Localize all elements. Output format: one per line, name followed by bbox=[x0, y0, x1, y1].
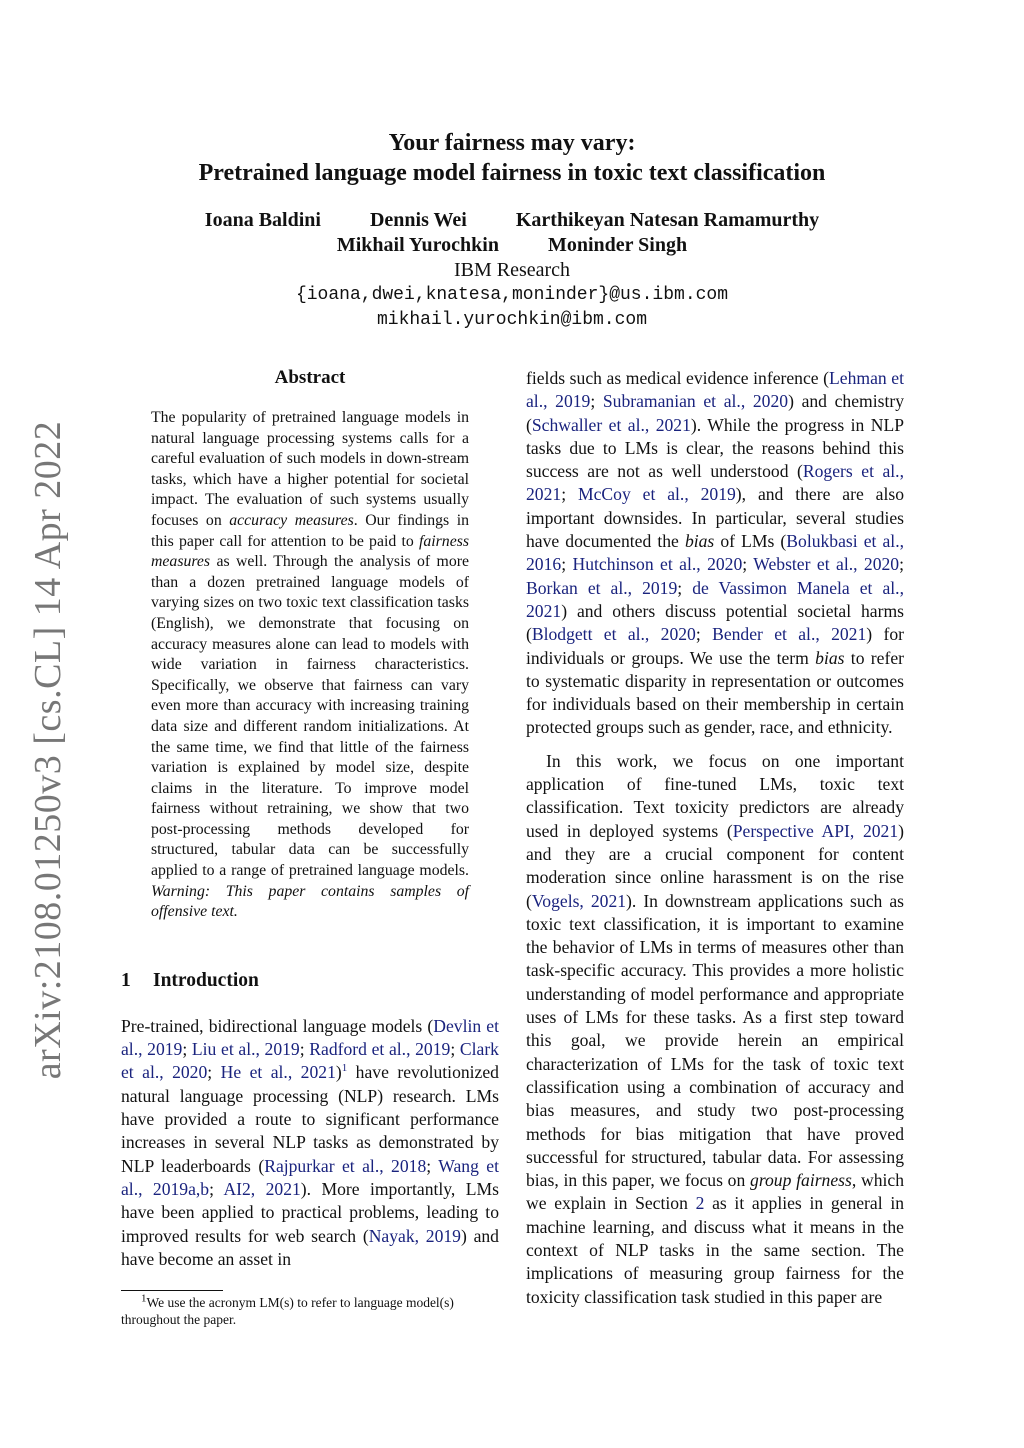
author-row-2 bbox=[0, 233, 1024, 258]
citation-link[interactable]: McCoy et al., 2019 bbox=[577, 484, 736, 505]
citation-link[interactable]: Vogels, 2021 bbox=[531, 890, 627, 911]
citation-link[interactable]: He et al., 2021 bbox=[220, 1062, 336, 1083]
paper-title-line-1: Your fairness may vary: bbox=[388, 130, 636, 156]
author-name: Dennis Wei bbox=[369, 209, 467, 231]
citation-link[interactable]: Perspective API, 2021 bbox=[732, 820, 899, 841]
citation-link[interactable]: Hutchinson et al., 2020 bbox=[572, 554, 743, 575]
citation-link[interactable]: Rogers et al., 2021 bbox=[526, 461, 904, 505]
affiliation: IBM Research bbox=[453, 259, 571, 281]
left-column bbox=[121, 366, 499, 1271]
arxiv-identifier bbox=[27, 420, 69, 1080]
right-column bbox=[526, 367, 904, 1309]
citation-link[interactable]: Bolukbasi et al., 2016 bbox=[526, 531, 904, 575]
citation-link[interactable]: Bender et al., 2021 bbox=[712, 624, 867, 645]
citation-link[interactable]: Liu et al., 2019 bbox=[191, 1039, 300, 1060]
intro-paragraph-2: fields such as medical evidence inference (Lehman et al., 2019; Subramanian et al., 2020) and chemistry (Schwaller et al., 2021). While the progress in NLP tasks due to LMs is clear, the reasons behind this success are not as well understood (Rogers et al., 2021; McCoy et al., 2019), and there are also important downsides. In particular, several studies have documented the bias of LMs (Bolukbasi et al., 2016; Hutchinson et al., 2020; Webster et al., 2020; Borkan et al., 2019; de Vassimon Manela et al., 2021) and others discuss potential societal harms (Blodgett et al., 2020; Bender et al., 2021) for individuals or groups. We use the term bias to refer to systematic disparity in representation or outcomes for individuals based on their membership in certain protected groups such as gender, race, and ethnicity. bbox=[526, 368, 905, 738]
citation-link[interactable]: Subramanian et al., 2020 bbox=[602, 391, 789, 412]
citation-link[interactable]: Webster et al., 2020 bbox=[753, 554, 900, 575]
author-name: Moninder Singh bbox=[547, 234, 688, 256]
citation-link[interactable]: AI2, 2021 bbox=[223, 1178, 301, 1199]
arxiv-identifier-text: arXiv:2108.01250v3 [cs.CL] 14 Apr 2022 bbox=[27, 420, 69, 1080]
citation-link[interactable]: Schwaller et al., 2021 bbox=[531, 414, 691, 435]
author-name: Karthikeyan Natesan Ramamurthy bbox=[515, 209, 820, 231]
email-line-2: mikhail.yurochkin@ibm.com bbox=[376, 310, 648, 330]
abstract-body: The popularity of pretrained language models in natural language processing systems calls for a careful evaluation of such models in down-stream tasks, which have a higher potential for societal impact. The evaluation of such systems usually focuses on accuracy measures. Our findings in this paper call for attention to be paid to fairness measures as well. Through the analysis of more than a dozen pretrained language models of varying sizes on two toxic text classification tasks (English), we demonstrate that focusing on accuracy measures alone can lead to models with wide variation in fairness characteristics. Specifically, we observe that fairness can vary even more than accuracy with increasing training data size and different random initializations. At the same time, we find that little of the fairness variation is explained by model size, despite claims in the literature. To improve model fairness without retraining, we show that two post-processing methods developed for structured, tabular data can be successfully applied to a range of pretrained language models. Warning: This paper contains samples of offensive text. bbox=[151, 409, 469, 921]
citation-link[interactable]: Radford et al., 2019 bbox=[309, 1039, 451, 1060]
citation-link[interactable]: Lehman et al., 2019 bbox=[526, 368, 904, 412]
paper-header bbox=[0, 128, 1024, 333]
author-row-1 bbox=[0, 208, 1024, 233]
footnote: $^1$We use the acronym LM(s) to refer to language model(s) throughout the paper. bbox=[121, 1292, 454, 1327]
citation-link[interactable]: Borkan et al., 2019 bbox=[526, 577, 678, 598]
footnote-divider bbox=[121, 1290, 223, 1291]
intro-paragraph-3: In this work, we focus on one important application of fine-tuned LMs, toxic text classification. Text toxicity predictors are already used in deployed systems (Perspective API, 2021) and they are a crucial component for content moderation since online harassment is on the rise (Vogels, 2021). In downstream applications such as toxic text classification, it is important to examine the behavior of LMs in terms of measures other than task-specific accuracy. This provides a more holistic understanding of model performance and appropriate uses of LMs for these tasks. As a first step toward this goal, we provide herein an empirical characterization of LMs for the task of toxic text classification using a combination of accuracy and bias measures, and study two post-processing methods for bias mitigation that have proved successful for structured, tabular data. For assessing bias, in this paper, we focus on group fairness, which we explain in Section 2 as it applies in general in machine learning, and discuss what it means in the context of NLP tasks in the same section. The implications of measuring group fairness for the toxicity classification task studied in this paper are bbox=[526, 750, 904, 1307]
citation-link[interactable]: Devlin et al., 2019 bbox=[121, 1015, 499, 1060]
citation-link[interactable]: Nayak, 2019 bbox=[368, 1225, 461, 1246]
section-heading-introduction: 1 Introduction bbox=[121, 969, 259, 991]
footnote-link[interactable]: 1 bbox=[341, 1062, 348, 1075]
author-name: Ioana Baldini bbox=[204, 209, 321, 231]
citation-link[interactable]: Clark et al., 2020 bbox=[121, 1039, 499, 1083]
section-link[interactable]: 2 bbox=[695, 1193, 705, 1214]
email-line-1: {ioana,dwei,knatesa,moninder}@us.ibm.com bbox=[295, 285, 729, 305]
author-name: Mikhail Yurochkin bbox=[336, 234, 499, 256]
paper-title-line-2: Pretrained language model fairness in toxic text classification bbox=[198, 160, 826, 186]
citation-link[interactable]: Wang et al., 2019a,b bbox=[121, 1155, 499, 1199]
citation-link[interactable]: Rajpurkar et al., 2018 bbox=[264, 1155, 427, 1176]
intro-paragraph-1: Pre-trained, bidirectional language models (Devlin et al., 2019; Liu et al., 2019; Radford et al., 2019; Clark et al., 2020; He et al., 2021)$^1$ have revolutionized natural language processing (NLP) research. LMs have provided a route to significant performance increases in several NLP tasks as demonstrated by NLP leaderboards (Rajpurkar et al., 2018; Wang et al., 2019a,b; AI2, 2021). More importantly, LMs have been applied to practical problems, leading to improved results for web search (Nayak, 2019) and have become an asset in bbox=[121, 1015, 499, 1269]
abstract-heading: Abstract bbox=[274, 367, 346, 388]
citation-link[interactable]: Blodgett et al., 2020 bbox=[531, 624, 696, 645]
citation-link[interactable]: de Vassimon Manela et al., 2021 bbox=[526, 577, 904, 621]
